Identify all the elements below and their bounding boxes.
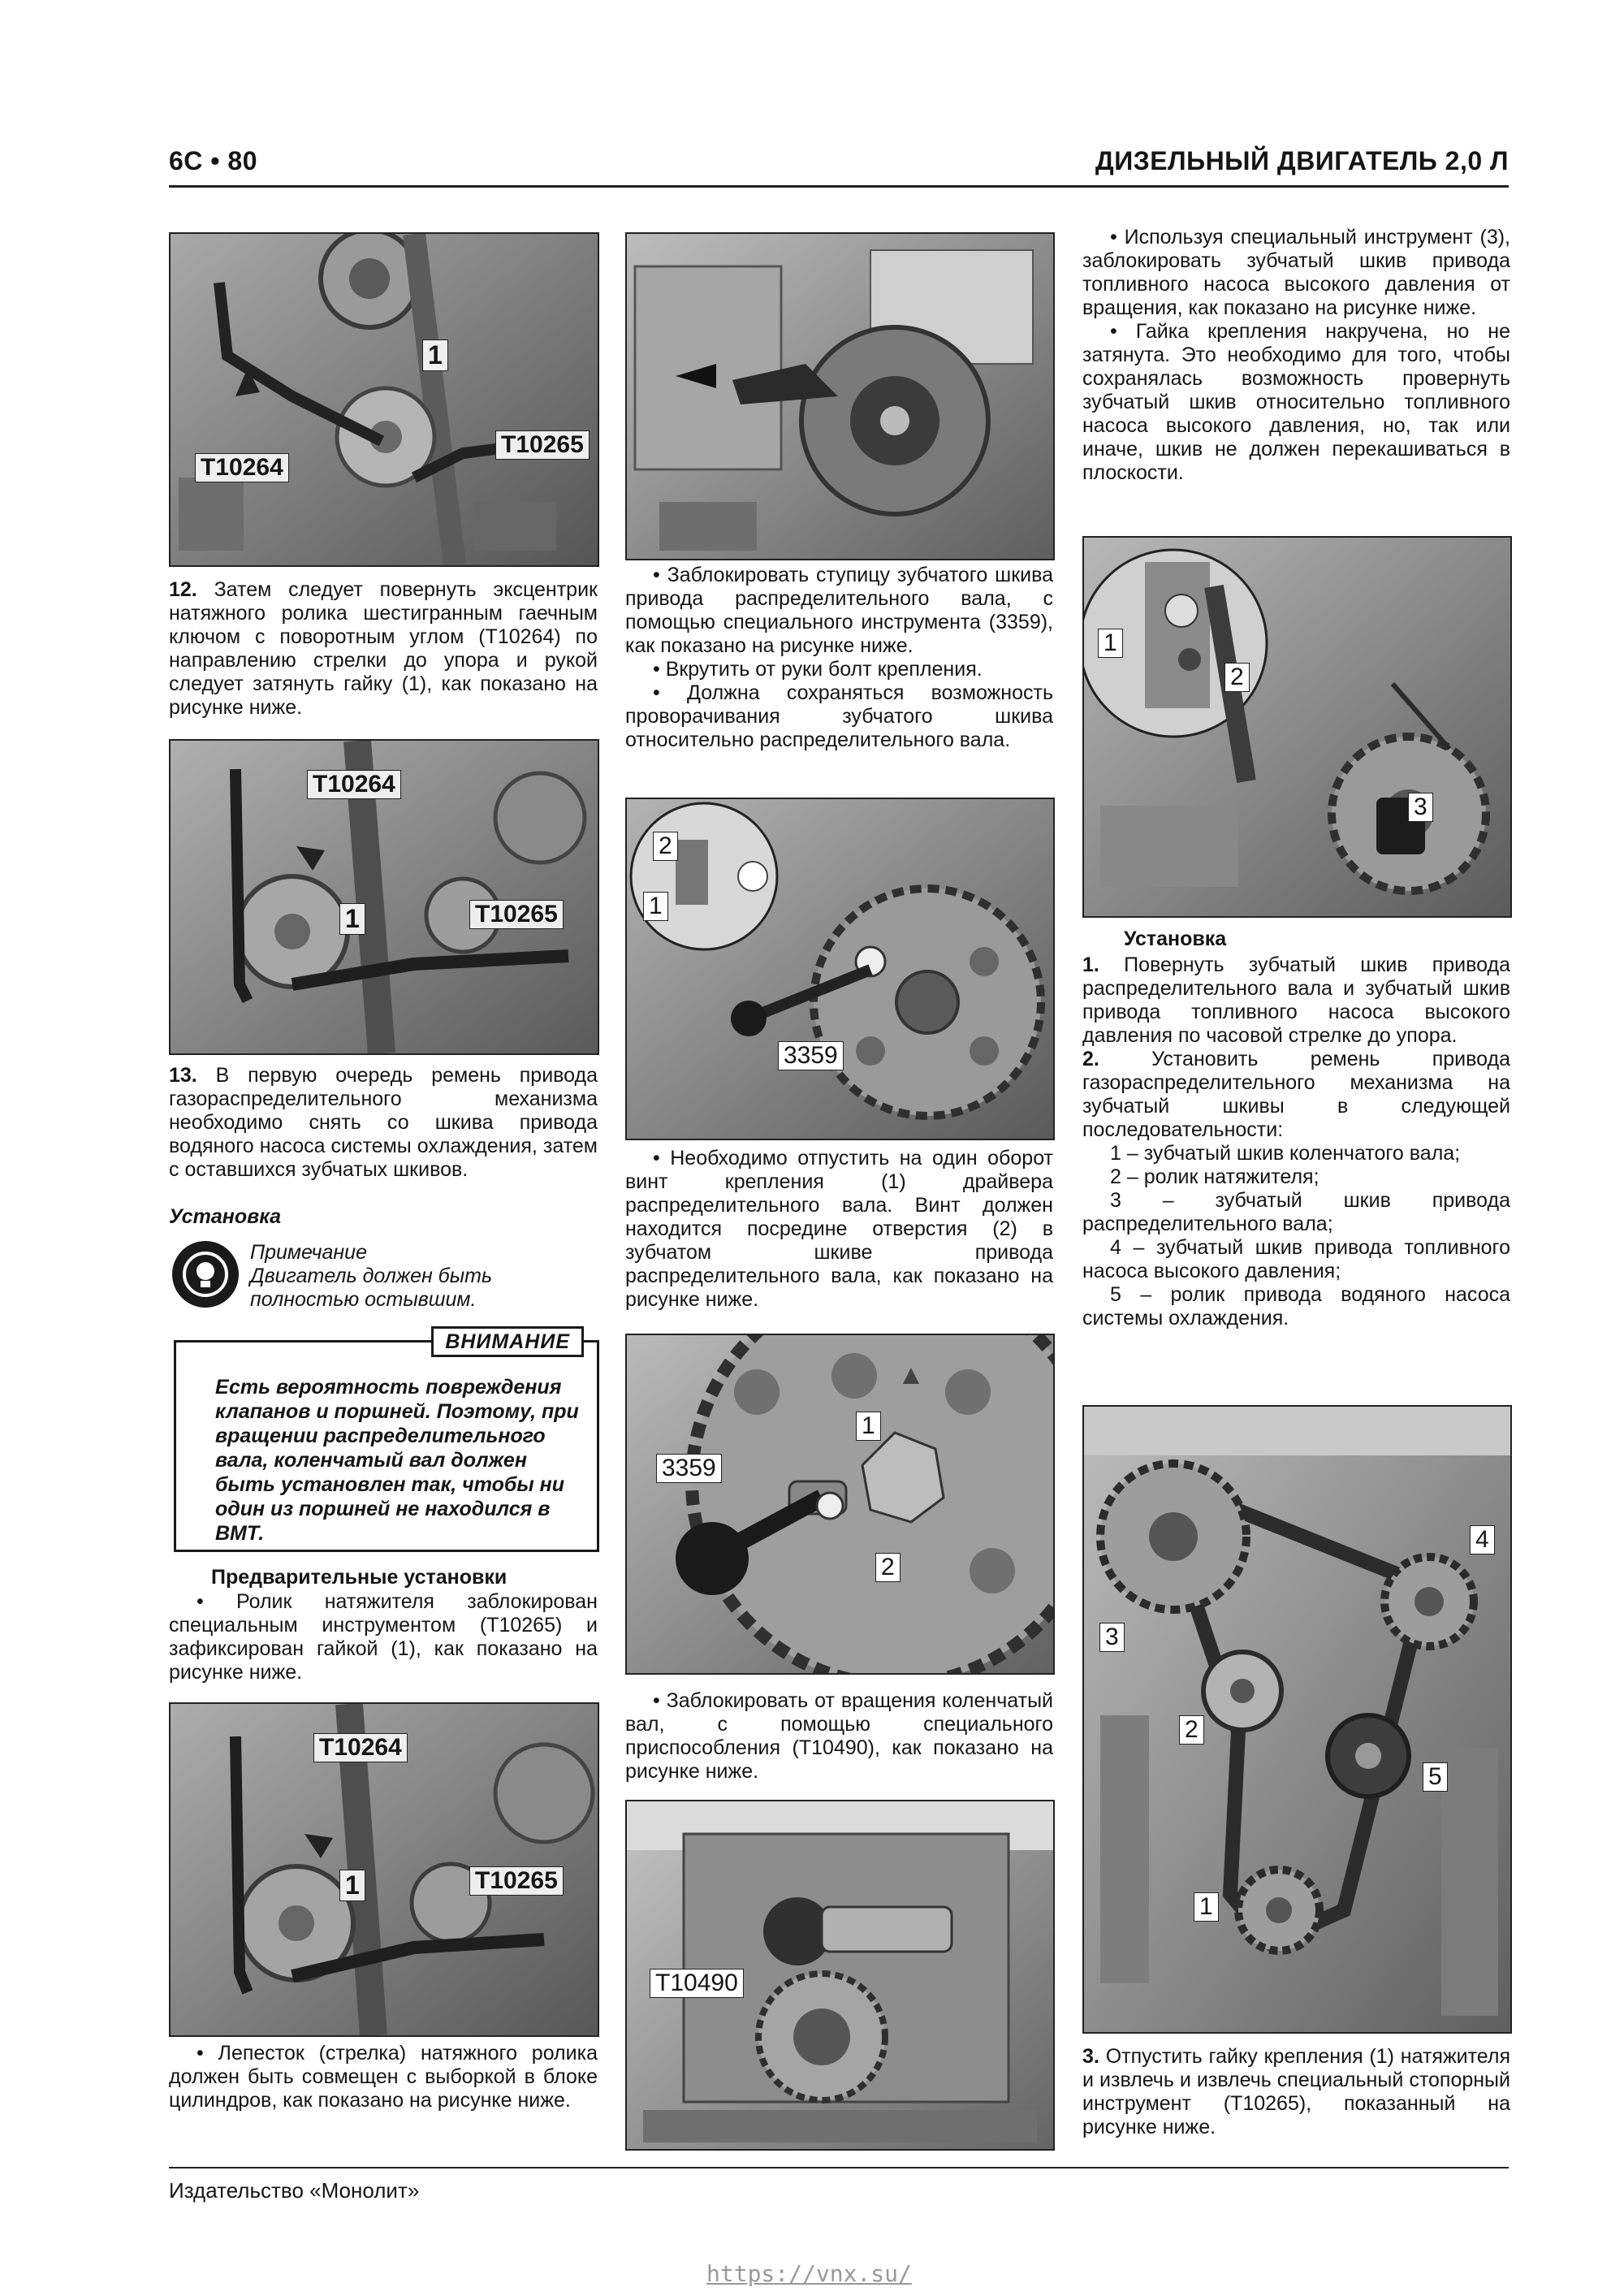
petal-text: • Лепесток (стрелка) натяжного ролика должен быть совмещен с выборкой в блоке цилиндров, как показано на рисунке ниже.	[169, 2042, 598, 2112]
figure-camshaft-sprocket-2	[625, 798, 1055, 1140]
col2-bullet-2: • Вкрутить от руки болт крепления.	[653, 658, 983, 681]
fig6-label-2: 2	[875, 1553, 901, 1582]
figure-timing-belt-routing	[1082, 1405, 1512, 2034]
seq-item-4: 4 – зубчатый шкив привода топливного насоса высокого давления;	[1082, 1236, 1510, 1282]
header-divider	[169, 185, 1509, 188]
col3-step-2-text: Установить ремень привода газораспределительного механизма на зубчатый шкивы в следующей последовательности:	[1082, 1048, 1510, 1141]
watermark-link[interactable]: https://vnx.su/	[706, 2260, 912, 2287]
fig6-label-1: 1	[856, 1412, 881, 1441]
warning-box	[174, 1330, 599, 1552]
fig1-label-t10264: T10264	[195, 453, 289, 482]
col3-step-1-text: Повернуть зубчатый шкив привода распределительного вала и зубчатый шкив привода топливного насоса высокого давления по часовой стрелке до упора.	[1082, 953, 1510, 1047]
figure-pump-sprocket-lock	[1082, 536, 1512, 918]
col2-bullet-4: • Необходимо отпустить на один оборот винт крепления (1) драйвера распределительного вала. Винт должен находится посредине отверстия (2) в зубчатом шкиве привода распределительного вала, как показано на рисунке ниже.	[625, 1147, 1053, 1311]
seq-item-3: 3 – зубчатый шкив привода распределительного вала;	[1082, 1189, 1510, 1235]
step-13	[169, 1064, 598, 1182]
fig9-label-4: 4	[1470, 1525, 1495, 1554]
fig1-label-t10265: T10265	[495, 430, 590, 460]
step-13-number: 13.	[169, 1064, 197, 1087]
camshaft-bolt-illustration	[627, 1335, 1053, 1673]
figure-tensioner-tool-1	[169, 232, 599, 567]
fig8-label-2: 2	[1224, 663, 1250, 692]
step-12-number: 12.	[169, 578, 197, 601]
step-12-text: Затем следует повернуть эксцентрик натяжного ролика шестигранным гаечным ключом с поворотным углом (T10264) по направлению стрелки до упора и рукой следует затянуть гайку (1), как показано на рисунке ниже.	[169, 578, 598, 719]
col2-bullet-3: • Должна сохраняться возможность проворачивания зубчатого шкива относительно распределительного вала.	[625, 681, 1053, 751]
seq-item-1: 1 – зубчатый шкив коленчатого вала;	[1110, 1142, 1461, 1165]
publisher: Издательство «Монолит»	[169, 2178, 420, 2203]
col3-bullets-1	[1082, 226, 1510, 485]
warning-label: ВНИМАНИЕ	[431, 1326, 584, 1357]
page-section-title: ДИЗЕЛЬНЫЙ ДВИГАТЕЛЬ 2,0 Л	[1095, 146, 1509, 175]
install-heading-col3: Установка	[1124, 927, 1227, 950]
fig3-label-t10264: T10264	[313, 1733, 408, 1762]
fig5-label-2: 2	[653, 832, 678, 861]
fig8-label-3: 3	[1408, 793, 1433, 822]
note-icon	[172, 1241, 239, 1308]
camshaft-sprocket-illustration	[627, 799, 1053, 1139]
tensioner-illustration	[171, 234, 598, 565]
col3-bullet-1: • Используя специальный инструмент (3), заблокировать зубчатый шкив привода топливного насоса высокого давления от вращения, как показано на рисунке ниже.	[1082, 226, 1510, 319]
note-content	[250, 1241, 599, 1312]
fig5-label-3359: 3359	[778, 1041, 844, 1070]
timing-belt-illustration	[1084, 1407, 1510, 2032]
fig3-label-1: 1	[339, 1870, 365, 1901]
col3-step-3-number: 3.	[1082, 2045, 1099, 2068]
fig2-label-1: 1	[339, 903, 365, 935]
fig6-label-3359: 3359	[656, 1454, 722, 1483]
fig7-label-t10490: T10490	[650, 1969, 744, 1998]
col2-bullets-1	[625, 564, 1053, 752]
step-13-text: В первую очередь ремень привода газораспределительного механизма необходимо снять со шкива привода водяного насоса системы охлаждения, затем с оставшихся зубчатых шкивов.	[169, 1064, 598, 1181]
pump-sprocket-illustration	[1084, 538, 1510, 916]
fig1-label-1: 1	[422, 339, 448, 371]
figure-camshaft-bolt	[625, 1334, 1055, 1675]
seq-item-2: 2 – ролик натяжителя;	[1110, 1165, 1320, 1188]
warning-text: Есть вероятность повреждения клапанов и поршней. Поэтому, при вращении распределительного вала, коленчатый вал должен быть установлен так, чтобы ни один из поршней не находился в ВМТ.	[215, 1376, 579, 1545]
fig8-label-1: 1	[1098, 629, 1123, 658]
fig5-label-1: 1	[643, 892, 668, 921]
col3-bullet-2: • Гайка крепления накручена, но не затянута. Это необходимо для того, чтобы сохранялась возможность провернуть зубчатый шкив относительно топливного насоса высокого давления, но, так или иначе, шкив не должен перекашиваться в плоскости.	[1082, 320, 1510, 484]
page-number: 6C • 80	[169, 146, 257, 175]
note-text: Двигатель должен быть полностью остывшим.	[250, 1265, 493, 1311]
install-heading-col1: Установка	[169, 1205, 282, 1228]
col3-step-1-number: 1.	[1082, 953, 1099, 976]
fig9-label-2: 2	[1179, 1715, 1204, 1745]
footer-divider	[169, 2167, 1509, 2168]
fig2-label-t10265: T10265	[469, 900, 564, 929]
camshaft-illustration	[627, 234, 1053, 559]
seq-item-5: 5 – ролик привода водяного насоса системы охлаждения.	[1082, 1283, 1510, 1330]
fig9-label-3: 3	[1099, 1623, 1125, 1652]
fig9-label-1: 1	[1194, 1892, 1219, 1922]
col2-bullet-1: • Заблокировать ступицу зубчатого шкива привода распределительного вала, с помощью специального инструмента (3359), как показано на рисунке ниже.	[625, 564, 1053, 657]
fig9-label-5: 5	[1423, 1762, 1448, 1792]
step-12	[169, 578, 598, 720]
fig2-label-t10264: T10264	[307, 770, 401, 799]
prelim-heading: Предварительные установки	[211, 1566, 508, 1589]
prelim-text: • Ролик натяжителя заблокирован специальным инструментом (T10265) и зафиксирован гайкой (1), как показано на рисунке ниже.	[169, 1590, 598, 1684]
col2-bullet-5: • Заблокировать от вращения коленчатый вал, с помощью специального приспособления (T10490), как показано на рисунке ниже.	[625, 1689, 1053, 1783]
figure-camshaft-sprocket-1	[625, 232, 1055, 560]
col3-install-steps	[1082, 953, 1510, 1330]
col3-step-3	[1082, 2045, 1510, 2139]
col3-step-2-number: 2.	[1082, 1048, 1099, 1070]
note-title: Примечание	[250, 1241, 367, 1264]
note-box	[172, 1241, 598, 1322]
fig3-label-t10265: T10265	[469, 1866, 564, 1896]
col3-step-3-text: Отпустить гайку крепления (1) натяжителя и извлечь и извлечь специальный стопорный инструмент (T10265), показанный на рисунке ниже.	[1082, 2045, 1510, 2138]
